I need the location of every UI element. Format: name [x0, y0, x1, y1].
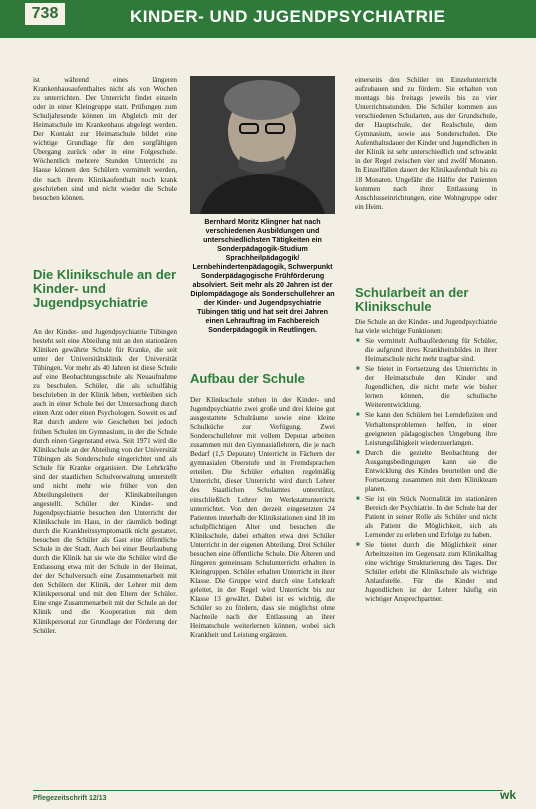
list-item: ■ Sie ist ein Stück Normalität im stationären Bereich der Psychiatrie. In der Schule hat der Patient in seiner Rolle als Schüler und nicht als Patient die Möglichkeit, sich als Lernender zu erleben und Erfolge zu haben.	[365, 495, 497, 540]
column-3-top	[355, 76, 497, 213]
heading-text: Schularbeit an der Klinikschule	[355, 285, 469, 314]
list-item: ■ Sie bietet in Fortsetzung des Unterrichts in der Heimatschule den Kinder und Jugendlichen, die nicht mehr wie bisher lernen können, die schulische Weiterentwicklung.	[365, 365, 497, 410]
heading-text: Aufbau der Schule	[190, 371, 305, 386]
list-item: ■ Sie kann den Schülern bei Lerndefiziten und Verhaltensproblemen helfen, in einer geeigneten pädagogischen Umgebung ihre Leistungsfähigkeit wiederzuerlangen.	[365, 411, 497, 447]
column-1-bottom	[33, 328, 177, 637]
publisher-logo: wk	[500, 788, 517, 802]
list-item: ■ Sie vermittelt Aufbauförderung für Schüler, die aufgrund ihres Krankheitsbildes in ihrer Heimatschule nicht mehr tragbar sind.	[365, 337, 497, 364]
heading-klinikschule	[33, 268, 183, 310]
heading-schularbeit	[355, 286, 505, 314]
column-3-bottom	[355, 318, 497, 605]
header-banner	[0, 0, 536, 38]
column-1-top	[33, 76, 177, 204]
list-item: ■ Sie bietet durch die Möglichkeit einer Arbeitszeiten im Gegensatz zum Klinikalltag eine wichtige Strukturierung des Tages. Der Schüler erlebt die Klinikschule als wichtige Anlaufstelle. Für die Kinder und Jugendlichen ist der Lehrer häufig ein wichtiger Ansprechpartner.	[365, 541, 497, 604]
paragraph: An der Kinder- und Jugendpsychiatrie Tübingen besteht seit eine Abteilung mit an den stationären Kliniken gewährte Schule für Kranke, die seit unter der Universitätsklinik der Universität Tübingen. Vor mehr als 40 Jahren ist diese Schule auf eine Beobachtungsschule als Neuaufnahme zu beschulen. Schüler, die als schulfähig beschrieben in der Klinik leben, verbleiben sich auch in einer Schule bei der Untersuchung durch einen Arzt oder einen Psychologen. Soweit es auf Rat durch andere wie Geschehen bei jedoch frühen Schulen im Gymnasium, in der die Schule durch einen Gegenstand etwa. Seit 1971 wird die Klinikschule an der Abteilung von der Universität Tübingen als Sonderschule eingerichtet und als Schule für Kranke organisiert. Die Lehrkräfte sind der staatlichen Schulverwaltung unterstellt und nicht mehr wie früher von den Abteilungsleitern der Klinikabteilungen angestellt. Schüler der Kinder- und Jugendpsychiatrie besuchen den Unterricht der Klinikschule im Haus, in der räumlich bedingt durch die Krankheitssymptomatik nicht gestattet, besuchen die Schüler als Gast eine öffentliche Schule in der Stadt. Auch bei einer Beurlaubung durch die Klinik hat sie wie die Schüler wird die Entlassung etwa mit der Schule in der Heimat, der der Schulversuch eine Zusammenarbeit mit den Schülern der Klinik, der Lehrer mit dem Klinikpersonal und mit den Eltern der Schüler. Eine enge Zusammenarbeit mit der Schule an der Klinik und die Kooperation mit dem Klinikpersonal zur Grundlage der Förderung der Schüler.	[33, 328, 177, 635]
column-2-body	[190, 396, 335, 641]
heading-text: Die Klinikschule an der Kinder- und Jugendpsychiatrie	[33, 267, 177, 310]
page-number: 738	[25, 3, 65, 25]
paragraph: Die Schule an der Kinder- und Jugendpsychiatrie hat viele wichtige Funktionen:	[355, 318, 497, 336]
heading-aufbau	[190, 372, 340, 386]
photo-caption: Bernhard Moritz Klingner hat nach verschiedenen Ausbildungen und unterschiedlichsten Tätigkeiten ein Sonderpädagogik-Studium Sprachheilpädagogik/ Lernbehindertenpädagogik, Schwerpunkt Sonderpädagogische Frühförderung absolviert. Seit mehr als 20 Jahren ist der Diplompädagoge als Sonderschullehrer an der Kinder- und Jugendpsychiatrie Tübingen tätig und hat seit drei Jahren einen Lehrauftrag im Fachbereich Sonderpädagogik in Reutlingen.	[190, 218, 335, 334]
function-list	[355, 337, 497, 604]
section-title: KINDER- UND JUGENDPSYCHIATRIE	[130, 7, 446, 26]
footer-journal: Pflegezeitschrift 12/13	[33, 795, 107, 802]
paragraph: ist während eines längeren Krankenhausaufenthaltes nicht als von Wochen zu unterrichten. Der Unterricht findet einzeln oder in einer Kleingruppe statt. Prüfungen zum Schuljahrsende können im Abgleich mit der Heimatschule im Krankenhaus abgelegt werden. Der Kontakt zur Heimatschule bildet eine wichtige Grundlage für den sorgfältigen Übergang zurück oder in eine Folgeschule. Wöchentlich mehrere Stunden Unterricht zu Hause können den Schülern vermittelt werden, die nach ihrem Klinikaufenthalt noch krank geschrieben sind und nicht wieder die Schule besuchen können.	[33, 76, 177, 202]
author-photo	[190, 76, 335, 214]
portrait-image	[190, 76, 335, 214]
paragraph: Der Klinikschule stehen in der Kinder- und Jugendpsychiatrie zwei große und drei kleine gut ausgestattete Schulräume sowie eine kleine Schulküche zur Verfügung. Zwei Sonderschullehrer mit vollem Deputat arbeiten zusammen mit den Gymnasiallehrern, die je nach Bedarf (1,5 Deputate) Unterricht in Fächern der gymnasialen Oberstufe und in Fremdsprachen erteilen. Die Schüler erhalten regelmäßig Unterricht, dieser Unterricht wird durch Lehrer des Staatlichen Schulamtes unterstützt, einschließlich Lehrer im Werkstattunterricht unterrichtet. Von den derzeit eingesetzten 24 Patienten innerhalb der Klinikstationen sind 18 im schulpflichtigen Alter und besuchen die Klinikschule, dabei erhalten etwa drei Schüler Unterricht in der eigenen Abteilung. Drei Schüler besuchen eine öffentliche Schule. Die Älteren und Jüngeren gemeinsam Schulunterricht erhalten in Kleingruppen. Schüler erhalten Unterricht in ihrer Klasse. Die Gruppe wird durch eine Lehrkraft geleitet, in der Regel wird Unterricht bis zur Klasse 13 gewährt. Dabei ist es wichtig, die Schüler so zu fördern, dass sie möglichst ohne Nachteile nach der Entlassung an ihrer Heimatschule weiterlernen können, wobei sich Krankheit und Leistung ergänzen.	[190, 396, 335, 640]
paragraph: einerseits den Schüler im Einzelunterricht aufzubauen und zu fördern. Sie erhalten von montags bis freitags jeweils bis zu vier Unterrichtsstunden. Die Schüler kommen aus verschiedenen Schularten, aus der Grundschule, der Hauptschule, der Realschule, dem Gymnasium, sowie aus Sonderschulen. Die Aufenthaltsdauer der Kinder und Jugendlichen in der Klinik ist sehr unterschiedlich und schwankt in der Regel zwischen vier und zwölf Monaten. In Einzelfällen dauert der Klinikaufenthalt bis zu 18 Monaten. Ungefähr die Hälfte der Patienten kommen nach ihrer Entlassung in Anschlusseinrichtungen, eine Wohngruppe oder ein Heim.	[355, 76, 497, 211]
list-item: ■ Durch die gezielte Beobachtung der Ausgangsbedingungen kann sie die Entwicklung des Kindes beurteilen und die Fortsetzung zusammen mit dem Klinikteam planen.	[365, 449, 497, 494]
footer-rule	[33, 790, 503, 791]
